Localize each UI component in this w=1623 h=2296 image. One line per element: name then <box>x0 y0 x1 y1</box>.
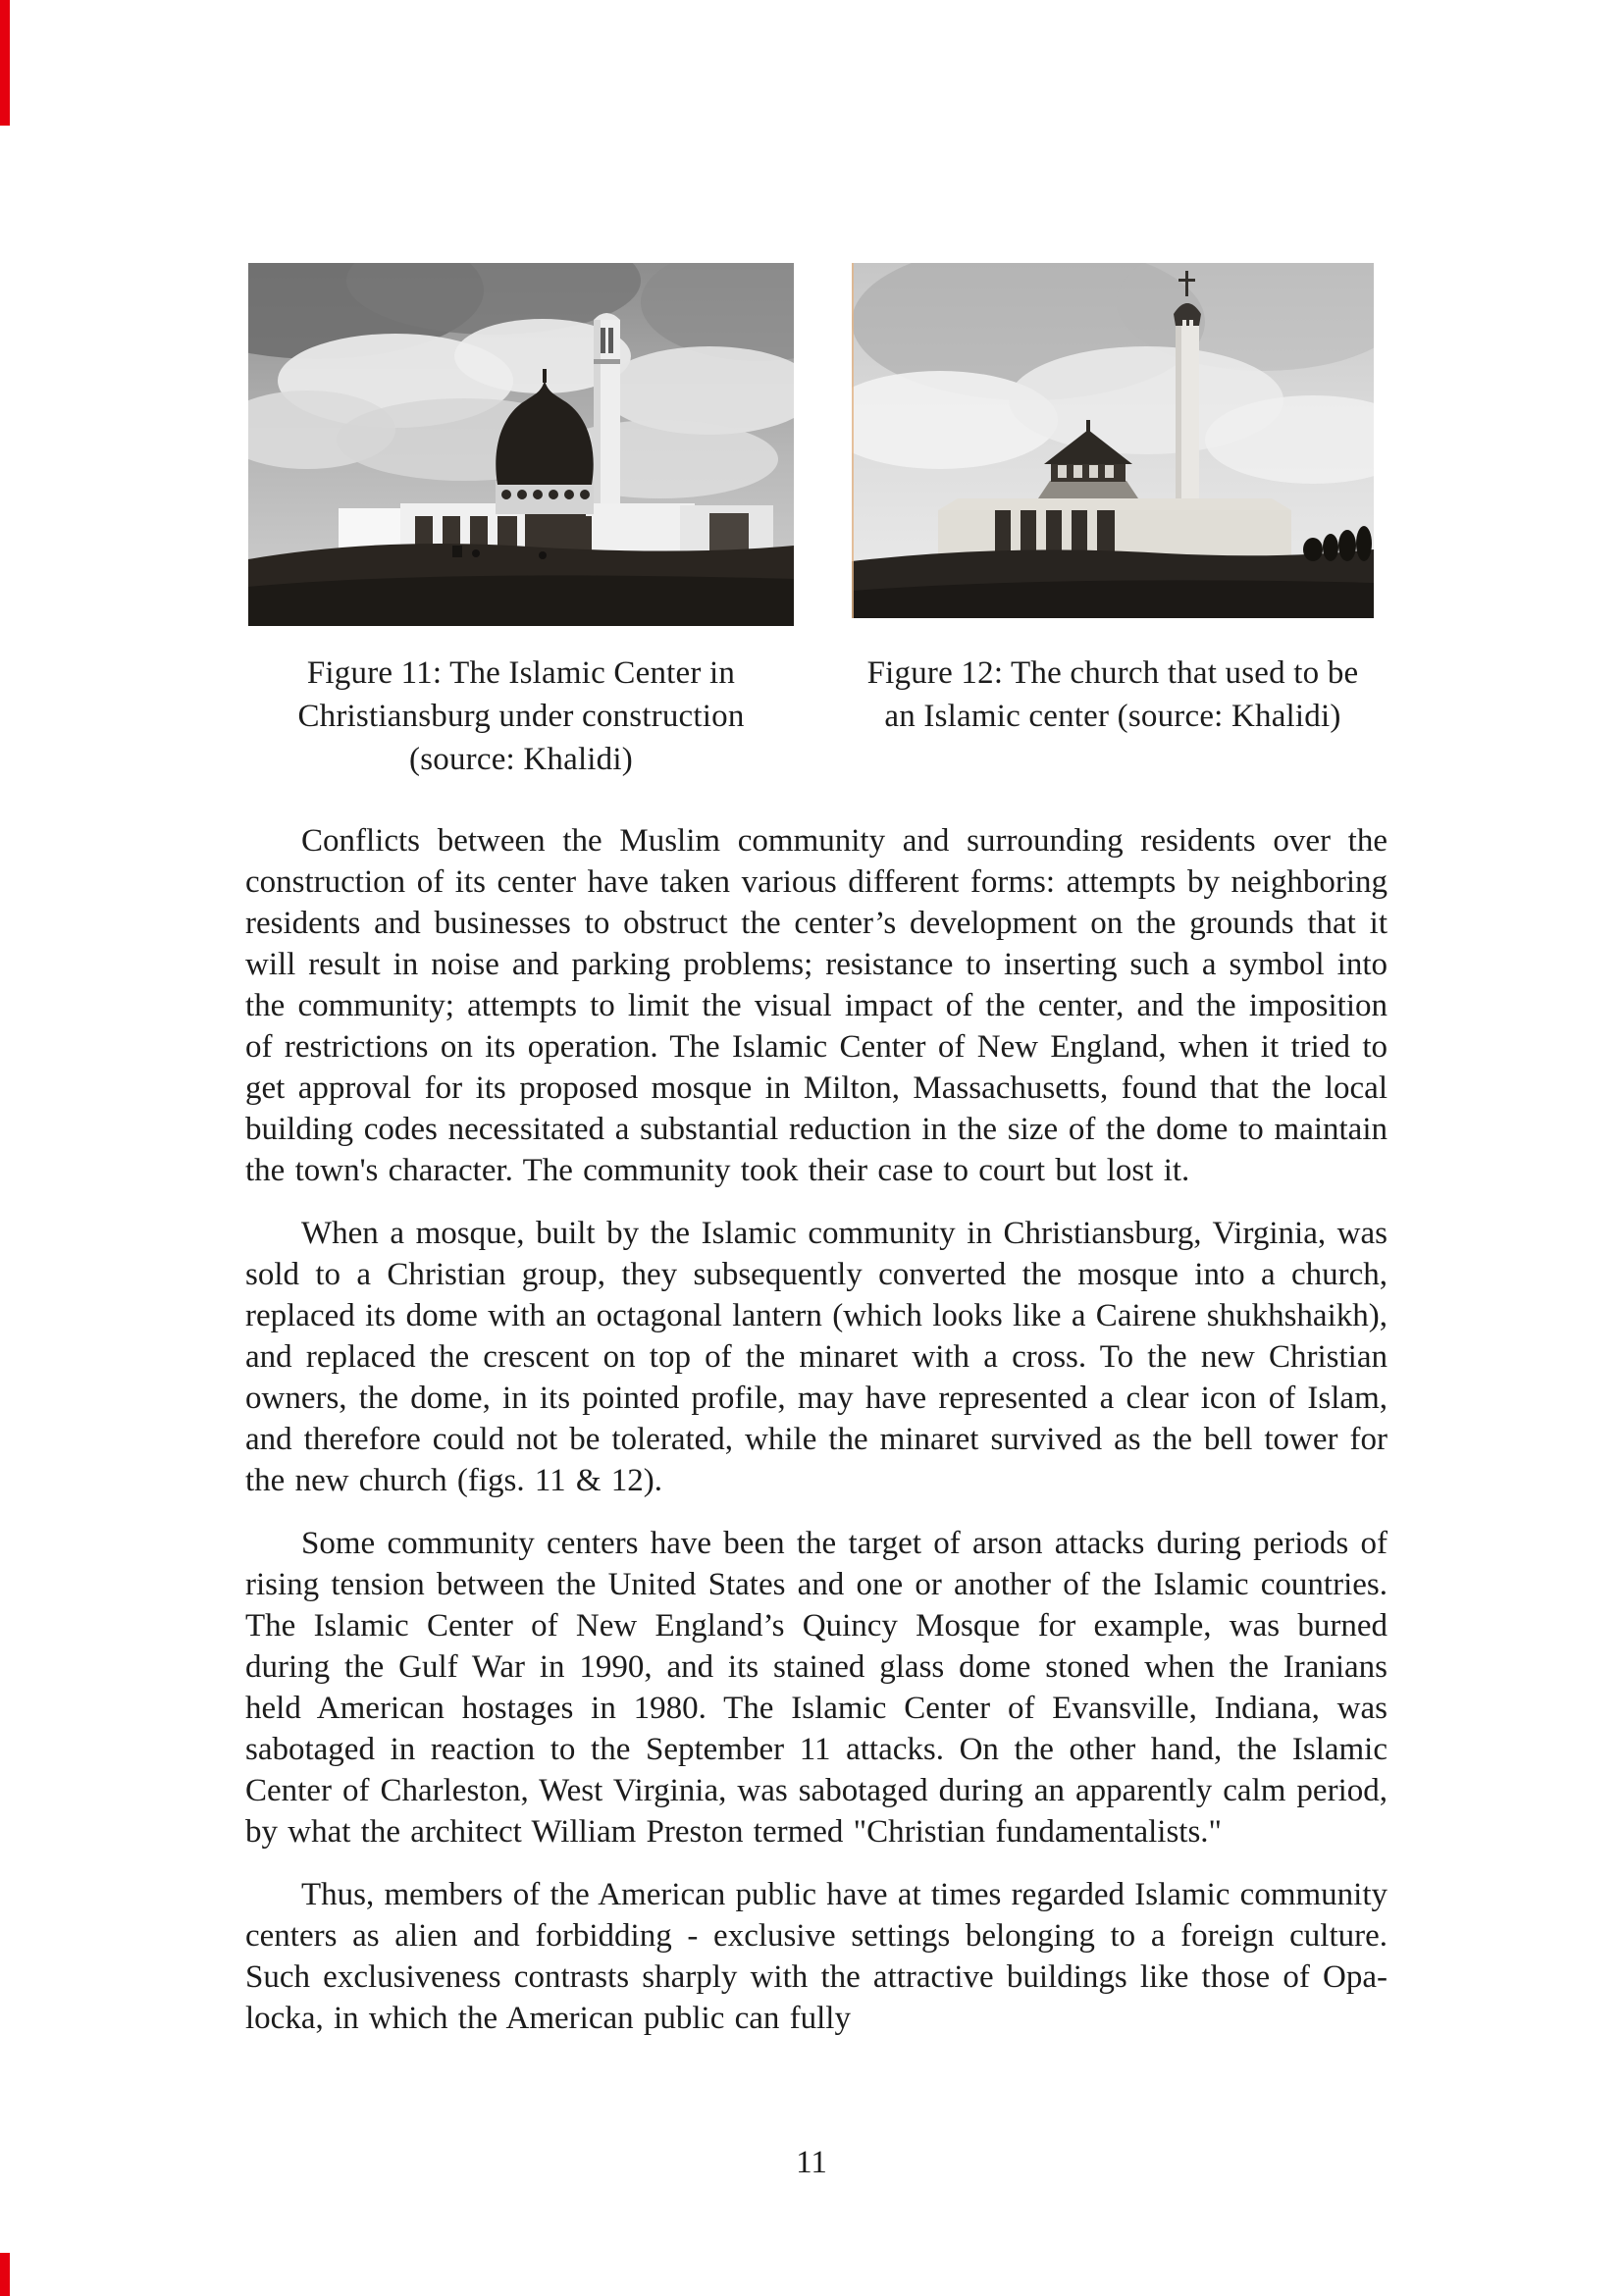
body-paragraph-4: Thus, members of the American public have at times regarded Islamic community centers as alien and forbidding - exclusive settings belonging to a foreign culture. Such exclusiveness contrasts sharply with the attractive buildings like those of Opa-locka, in which the American public can fully <box>245 1877 1388 2036</box>
figure-11-caption <box>245 652 797 781</box>
body-paragraph-2: When a mosque, built by the Islamic community in Christiansburg, Virginia, was sold to a Christian group, they subsequently converted the mosque into a church, replaced its dome with an octagonal lantern (which looks like a Cairene shukhshaikh), and replaced the crescent on top of the minaret with a cross. To the new Christian owners, the dome, in its pointed profile, may have represented a clear icon of Islam, and therefore could not be tolerated, while the minaret survived as the bell tower for the new church (figs. 11 & 12). <box>245 1216 1387 1498</box>
figure-12-caption <box>844 652 1382 738</box>
body-paragraph-3: Some community centers have been the target of arson attacks during periods of rising tension between the United States and one or another of the Islamic countries. The Islamic Center of New England’s Quincy Mosque for example, was burned during the Gulf War in 1990, and its stained glass dome stoned when the Iranians held American hostages in 1980. The Islamic Center of Evansville, Indiana, was sabotaged in reaction to the September 11 attacks. On the other hand, the Islamic Center of Charleston, West Virginia, was sabotaged during an apparently calm period, by what the architect William Preston termed "Christian fundamentalists." <box>245 1526 1387 1850</box>
figure-11-photo <box>248 263 794 626</box>
figure-12-caption-line-2: an Islamic center (source: Khalidi) <box>884 699 1341 734</box>
body-text <box>245 820 1387 2061</box>
scan-artifact-red-bar-top <box>0 0 10 126</box>
figure-11-caption-line-1: Figure 11: The Islamic Center in <box>306 655 736 691</box>
church-former-islamic-center-image <box>852 263 1374 618</box>
scan-artifact-red-bar-bottom <box>0 2253 10 2296</box>
figure-11-caption-line-3: (source: Khalidi) <box>409 742 633 777</box>
figure-12-photo <box>852 263 1374 618</box>
figure-11-caption-line-2: Christiansburg under construction <box>297 699 745 734</box>
figure-12-caption-line-1: Figure 12: The church that used to be <box>866 655 1359 691</box>
page-number: 11 <box>796 2145 827 2180</box>
mosque-under-construction-image <box>248 263 794 626</box>
body-paragraph-1: Conflicts between the Muslim community and surrounding residents over the construction of its center have taken various different forms: attempts by neighboring residents and businesses to obstruct the center’s development on the grounds that it will result in noise and parking problems; resistance to inserting such a symbol into the community; attempts to limit the visual impact of the center, and the imposition of restrictions on its operation. The Islamic Center of New England, when it tried to get approval for its proposed mosque in Milton, Massachusetts, found that the local building codes necessitated a substantial reduction in the size of the dome to maintain the town's character. The community took their case to court but lost it. <box>245 823 1387 1188</box>
scan-artifact-orange-line <box>852 263 854 618</box>
